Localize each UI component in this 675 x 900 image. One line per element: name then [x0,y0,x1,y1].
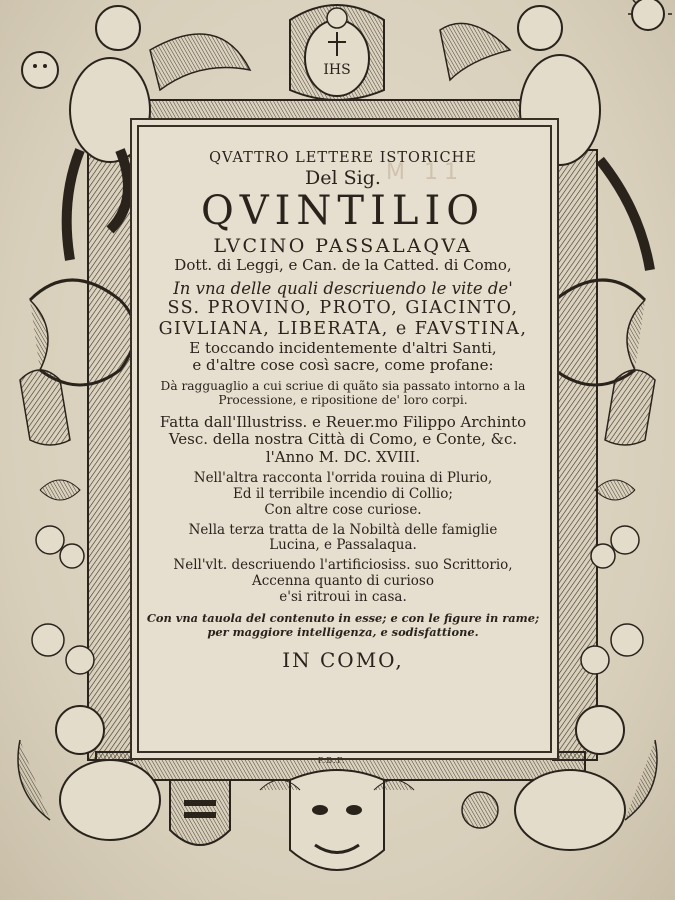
title-line-11: Dà ragguaglio a cui scriue di quãto sia passato intorno a la [160,378,526,393]
ihs-monogram: IHS [323,62,351,78]
title-line-19: Nella terza tratta de la Nobiltà delle famiglie [188,521,498,538]
title-line-18: Con altre cose curiose. [264,501,422,518]
shelfmark-note: M 11 [386,160,464,185]
title-line-1: QVATTRO LETTERE ISTORICHE [209,150,477,166]
title-line-23: e'si ritroui in casa. [279,589,407,606]
title-line-9: E toccando incidentemente d'altri Santi, [189,338,497,357]
fruit-garland-left [32,480,94,674]
ihs-medallion [290,5,384,100]
title-line-10: e d'altre cose così sacre, come profane: [192,356,494,375]
title-line-12: Processione, e ripositione de' loro corpi. [218,393,468,408]
title-line-24: Con vna tauola del contenuto in esse; e con le figure in rame; [146,611,540,626]
title-line-2: Del Sig. [305,167,381,190]
imprint-place: IN COMO, [282,648,404,673]
saints-line-2: GIVLIANA, LIBERATA, e FAVSTINA, [158,318,528,339]
title-line-17: Ed il terribile incendio di Collio; [233,485,453,502]
author-first-name: QVINTILIO [200,187,486,234]
author-titles: Dott. di Leggi, e Can. de la Catted. di Como, [174,256,512,275]
title-line-15: l'Anno M. DC. XVIII. [265,448,421,467]
author-surname: LVCINO PASSALAQVA [213,234,473,257]
saints-line-1: SS. PROVINO, PROTO, GIACINTO, [167,298,519,319]
title-line-14: Vesc. della nostra Città di Como, e Conte, &c. [168,430,518,449]
coat-of-arms [170,780,230,845]
title-line-16: Nell'altra racconta l'orrida rouina di Plurio, [193,469,493,486]
title-line-20: Lucina, e Passalaqua. [269,537,417,554]
title-text-block [134,150,552,673]
grotesque-mask [260,770,414,870]
title-line-13: Fatta dall'Illustriss. e Reuer.mo Filippo Archinto [159,412,527,431]
title-line-6: In vna delle quali descriuendo le vite de' [173,278,513,298]
title-line-25: per maggiore intelligenza, e sodisfattione. [207,624,479,639]
title-line-22: Accenna quanto di curioso [252,573,434,590]
title-line-21: Nell'vlt. descriuendo l'artificiosiss. suo Scrittorio, [173,557,513,574]
engraver-initials: P.B.F. [318,756,346,765]
